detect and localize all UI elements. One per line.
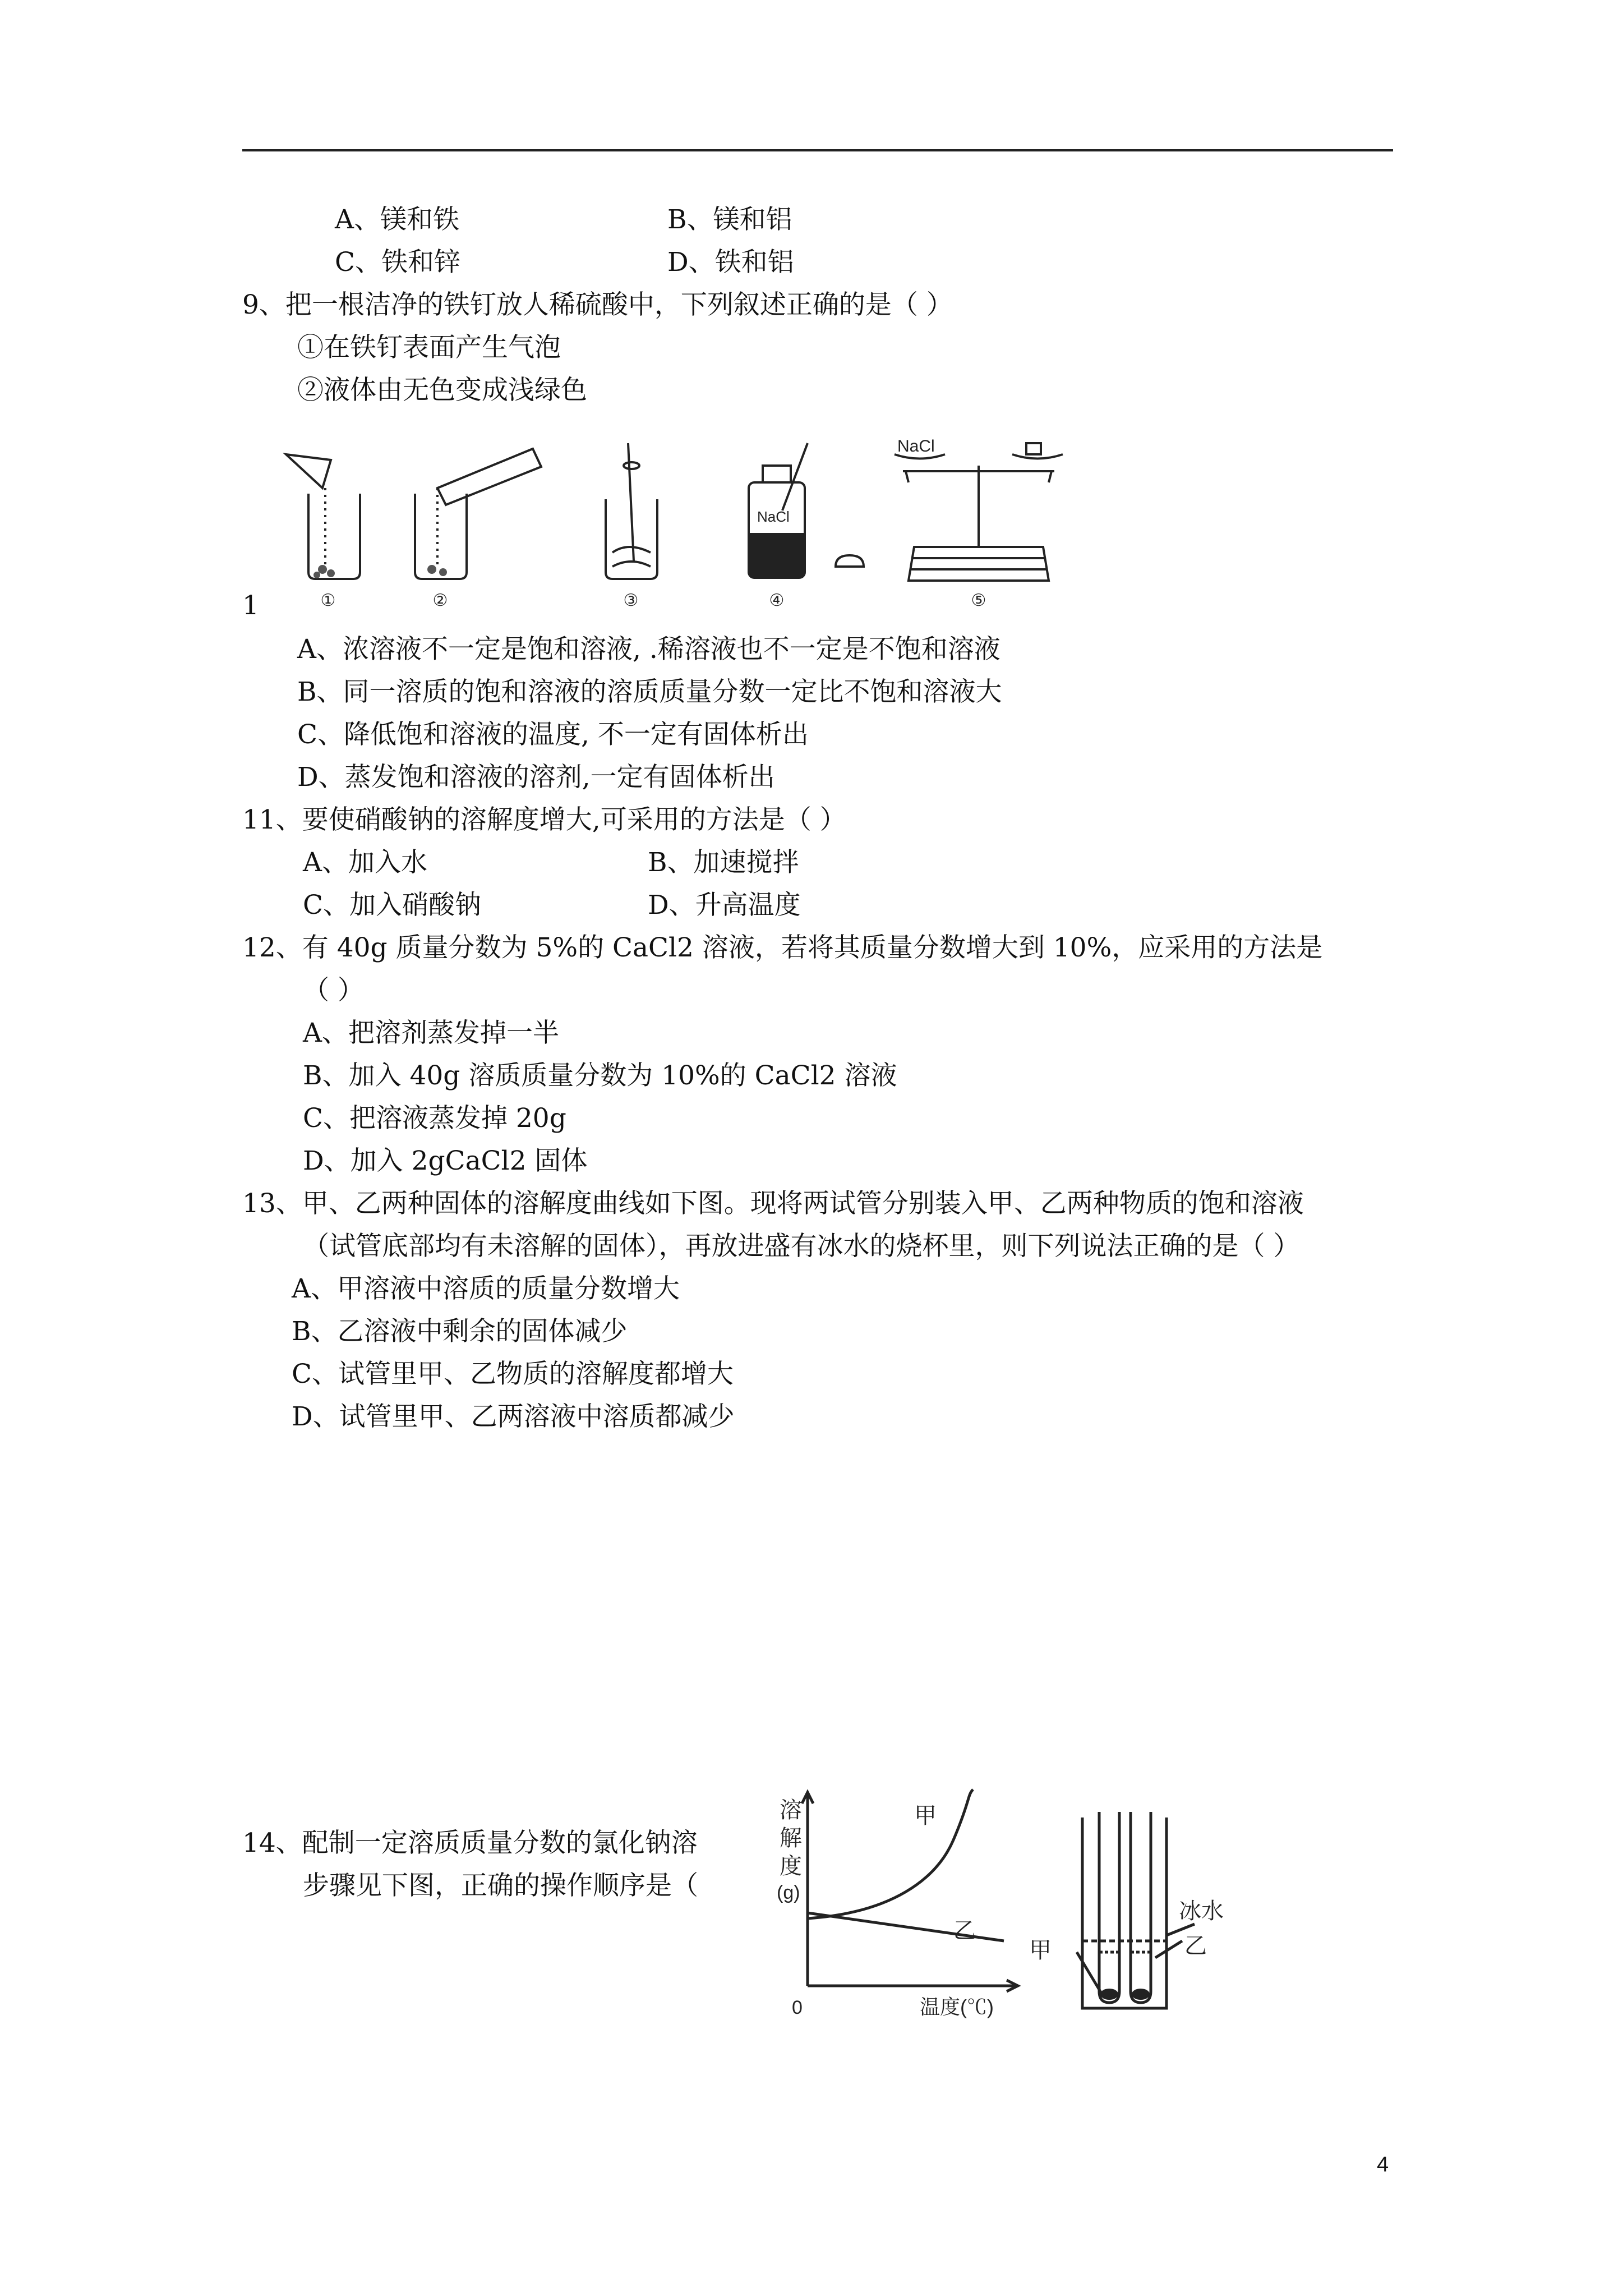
q11-option-c: C、加入硝酸钠 bbox=[303, 890, 481, 921]
step-3-label: ③ bbox=[623, 591, 639, 610]
ice-water-label: 冰水 bbox=[1179, 1899, 1224, 1924]
q10-option-a: A、浓溶液不一定是饱和溶液, .稀溶液也不一定是不饱和溶液 bbox=[297, 634, 1000, 665]
lab-procedure-figure bbox=[269, 432, 1122, 623]
tube-yi-label: 乙 bbox=[1184, 1934, 1207, 1958]
q14-line-2: 步骤见下图，正确的操作顺序是（ bbox=[303, 1870, 698, 1901]
q13-option-d: D、试管里甲、乙两溶液中溶质都减少 bbox=[292, 1401, 735, 1432]
q10-option-c: C、降低饱和溶液的温度, 不一定有固体析出 bbox=[297, 719, 809, 750]
q10-stem-fragment: 1 bbox=[242, 590, 259, 621]
y-axis-label-1: 溶 bbox=[780, 1798, 802, 1823]
q12-option-a: A、把溶剂蒸发掉一半 bbox=[303, 1018, 559, 1048]
q11-option-d: D、升高温度 bbox=[648, 890, 801, 921]
q10-option-b: B、同一溶质的饱和溶液的溶质质量分数一定比不饱和溶液大 bbox=[297, 677, 1002, 707]
q9-statement-2: ②液体由无色变成浅绿色 bbox=[297, 375, 587, 406]
q8-option-c: C、铁和锌 bbox=[335, 247, 460, 278]
y-axis-label-3: 度 bbox=[780, 1854, 802, 1879]
step-4-label: ④ bbox=[769, 591, 785, 610]
q13-stem-line-2: （试管底部均有未溶解的固体），再放进盛有冰水的烧杯里，则下列说法正确的是（ ） bbox=[303, 1231, 1300, 1262]
q8-option-d: D、铁和铝 bbox=[667, 247, 794, 278]
curve-jia-label: 甲 bbox=[914, 1803, 937, 1828]
bottle-nacl-label: NaCl bbox=[757, 508, 790, 525]
q13-stem-line-1: 13、甲、乙两种固体的溶解度曲线如下图。现将两试管分别装入甲、乙两种物质的饱和溶液 bbox=[242, 1188, 1304, 1219]
step-2-label: ② bbox=[432, 591, 448, 610]
q12-stem: 12、有 40g 质量分数为 5%的 CaCl2 溶液，若将其质量分数增大到 10%，应采用的方法是 bbox=[242, 932, 1323, 963]
q8-option-b: B、镁和铝 bbox=[667, 204, 792, 235]
solubility-chart bbox=[751, 1784, 1032, 2031]
header-rule bbox=[242, 149, 1393, 151]
q11-option-a: A、加入水 bbox=[303, 847, 427, 878]
q13-option-c: C、试管里甲、乙物质的溶解度都增大 bbox=[292, 1359, 734, 1389]
step-5-label: ⑤ bbox=[971, 591, 986, 610]
curve-jia bbox=[808, 1789, 973, 1918]
y-axis-label-4: (g) bbox=[777, 1882, 800, 1903]
q12-option-c: C、把溶液蒸发掉 20g bbox=[303, 1103, 566, 1134]
q9-stem: 9、把一根洁净的铁钉放人稀硫酸中，下列叙述正确的是（ ） bbox=[242, 289, 953, 320]
page-number: 4 bbox=[1377, 2153, 1389, 2177]
tube-jia-label: 甲 bbox=[1029, 1938, 1052, 1963]
q11-stem: 11、要使硝酸钠的溶解度增大,可采用的方法是（ ） bbox=[242, 804, 846, 835]
q8-option-a: A、镁和铁 bbox=[335, 204, 459, 235]
curve-yi-label: 乙 bbox=[953, 1918, 976, 1943]
q14-line-1: 14、配制一定溶质质量分数的氯化钠溶 bbox=[242, 1828, 698, 1858]
x-axis-label: 温度(℃) bbox=[920, 1995, 994, 2018]
q12-paren: （ ） bbox=[303, 975, 364, 1006]
step-1-label: ① bbox=[320, 591, 336, 610]
test-tube-beaker-figure bbox=[1029, 1806, 1256, 2031]
q11-option-b: B、加速搅拌 bbox=[648, 847, 799, 878]
q13-option-b: B、乙溶液中剩余的固体减少 bbox=[292, 1316, 628, 1347]
q10-option-d: D、蒸发饱和溶液的溶剂,一定有固体析出 bbox=[297, 762, 775, 793]
nacl-label: NaCl bbox=[897, 437, 935, 455]
q12-option-d: D、加入 2gCaCl2 固体 bbox=[303, 1145, 588, 1176]
q9-statement-1: ①在铁钉表面产生气泡 bbox=[297, 332, 561, 363]
q13-option-a: A、甲溶液中溶质的质量分数增大 bbox=[292, 1273, 680, 1304]
origin-label: 0 bbox=[792, 1997, 803, 2018]
y-axis-label-2: 解 bbox=[780, 1826, 802, 1851]
q12-option-b: B、加入 40g 溶质质量分数为 10%的 CaCl2 溶液 bbox=[303, 1060, 897, 1091]
